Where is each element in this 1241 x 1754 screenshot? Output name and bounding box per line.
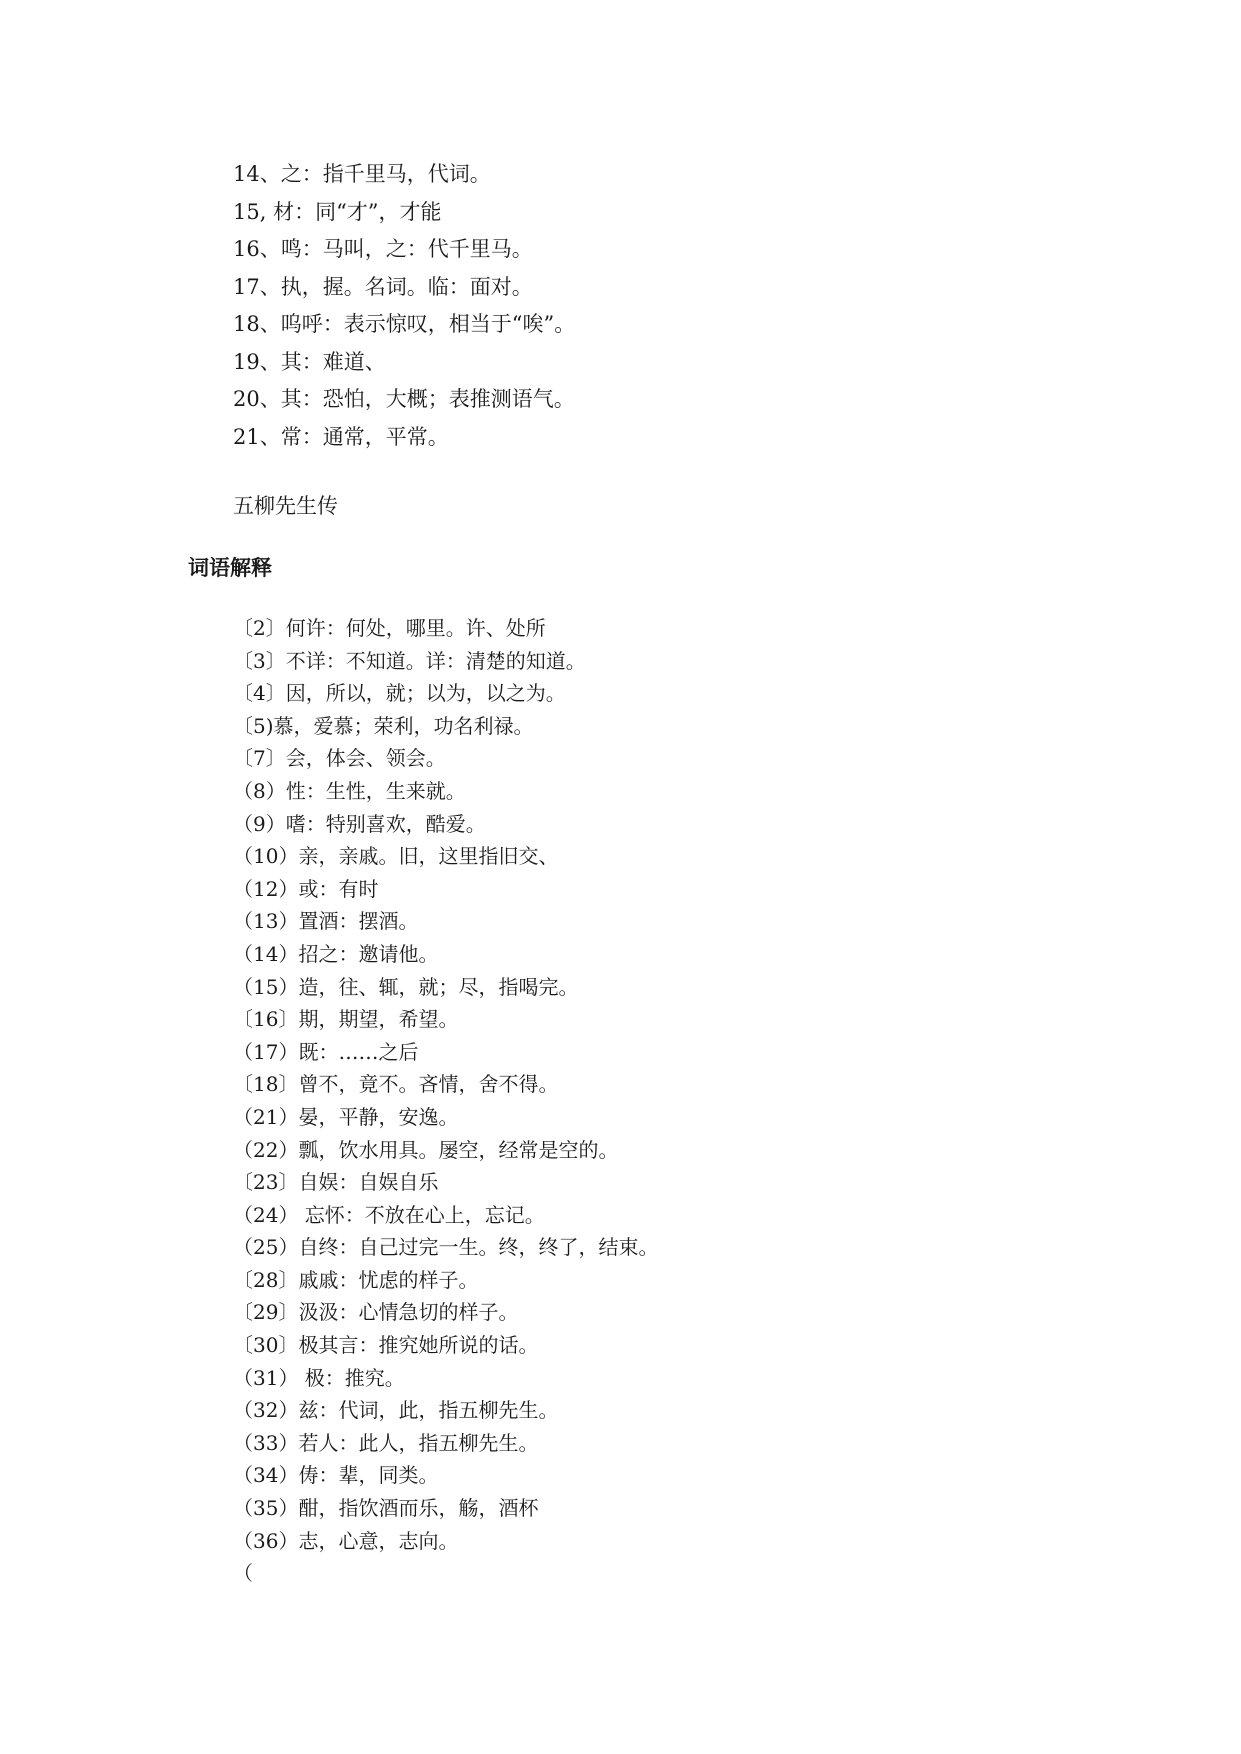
vocab-item: 〔5)慕，爱慕；荣利，功名利禄。	[233, 713, 534, 738]
vocab-list	[233, 612, 1133, 1590]
vocab-item: （10）亲，亲戚。旧，这里指旧交、	[233, 844, 559, 869]
note-item: 14、之：指千里马，代词。	[233, 162, 491, 186]
vocab-item: （25）自终：自己过完一生。终，终了，结束。	[233, 1235, 659, 1260]
vocab-item: （32）兹：代词，此，指五柳先生。	[233, 1398, 559, 1423]
vocab-item: （14）招之：邀请他。	[233, 941, 439, 966]
note-item: 20、其：恐怕，大概；表推测语气。	[233, 387, 575, 411]
vocab-item: （9）嗜：特别喜欢，酷爱。	[233, 811, 486, 836]
text-title: 五柳先生传	[233, 494, 338, 518]
note-item: 18、呜呼：表示惊叹，相当于“唉”。	[233, 312, 576, 336]
note-item: 15, 材：同“才”，才能	[233, 199, 442, 224]
note-item: 19、其：难道、	[233, 349, 386, 374]
note-item: 16、鸣：马叫，之：代千里马。	[233, 237, 533, 261]
vocab-item: 〔23〕自娱：自娱自乐	[233, 1170, 439, 1195]
vocab-item: （34）俦：辈，同类。	[233, 1463, 439, 1488]
vocab-item: （8）性：生性，生来就。	[233, 778, 466, 803]
notes-list	[233, 156, 1133, 456]
vocab-item: （21）晏，平静，安逸。	[233, 1104, 459, 1129]
vocab-item: （33）若人：此人，指五柳先生。	[233, 1430, 539, 1455]
note-item: 21、常：通常，平常。	[233, 424, 449, 449]
vocab-item: （24） 忘怀：不放在心上，忘记。	[233, 1202, 545, 1227]
vocab-item: 〔7〕会，体会、领会。	[233, 746, 446, 771]
vocab-item: 〔29〕汲汲：心情急切的样子。	[233, 1300, 519, 1325]
vocab-item: 〔2〕何许：何处，哪里。许、处所	[233, 616, 546, 640]
note-item: 17、执，握。名词。临：面对。	[233, 274, 533, 299]
vocab-item: （36）志，心意，志向。	[233, 1528, 459, 1553]
vocab-item: （35）酣，指饮酒而乐，觞，酒杯	[233, 1496, 539, 1521]
section-heading: 词语解释	[188, 556, 272, 580]
vocab-item: 〔30〕极其言：推究她所说的话。	[233, 1333, 539, 1358]
vocab-item: 〔28〕戚戚：忧虑的样子。	[233, 1267, 479, 1292]
vocab-item: （31） 极：推究。	[233, 1365, 405, 1390]
vocab-item: （13）置酒：摆酒。	[233, 909, 419, 934]
vocab-item: 〔16〕期，期望，希望。	[233, 1007, 459, 1032]
vocab-item: （17）既：……之后	[233, 1039, 419, 1064]
vocab-item: 〔4〕因，所以，就；以为，以之为。	[233, 681, 566, 706]
vocab-item: 〔18〕曾不，竟不。吝情，舍不得。	[233, 1072, 559, 1097]
vocab-item: （12）或：有时	[233, 876, 379, 901]
vocab-item: （22）瓢，饮水用具。屡空，经常是空的。	[233, 1137, 619, 1162]
vocab-item: （	[233, 1561, 253, 1586]
vocab-item: 〔3〕不详：不知道。详：清楚的知道。	[233, 648, 586, 673]
vocab-item: （15）造，往、辄，就；尽，指喝完。	[233, 974, 579, 999]
